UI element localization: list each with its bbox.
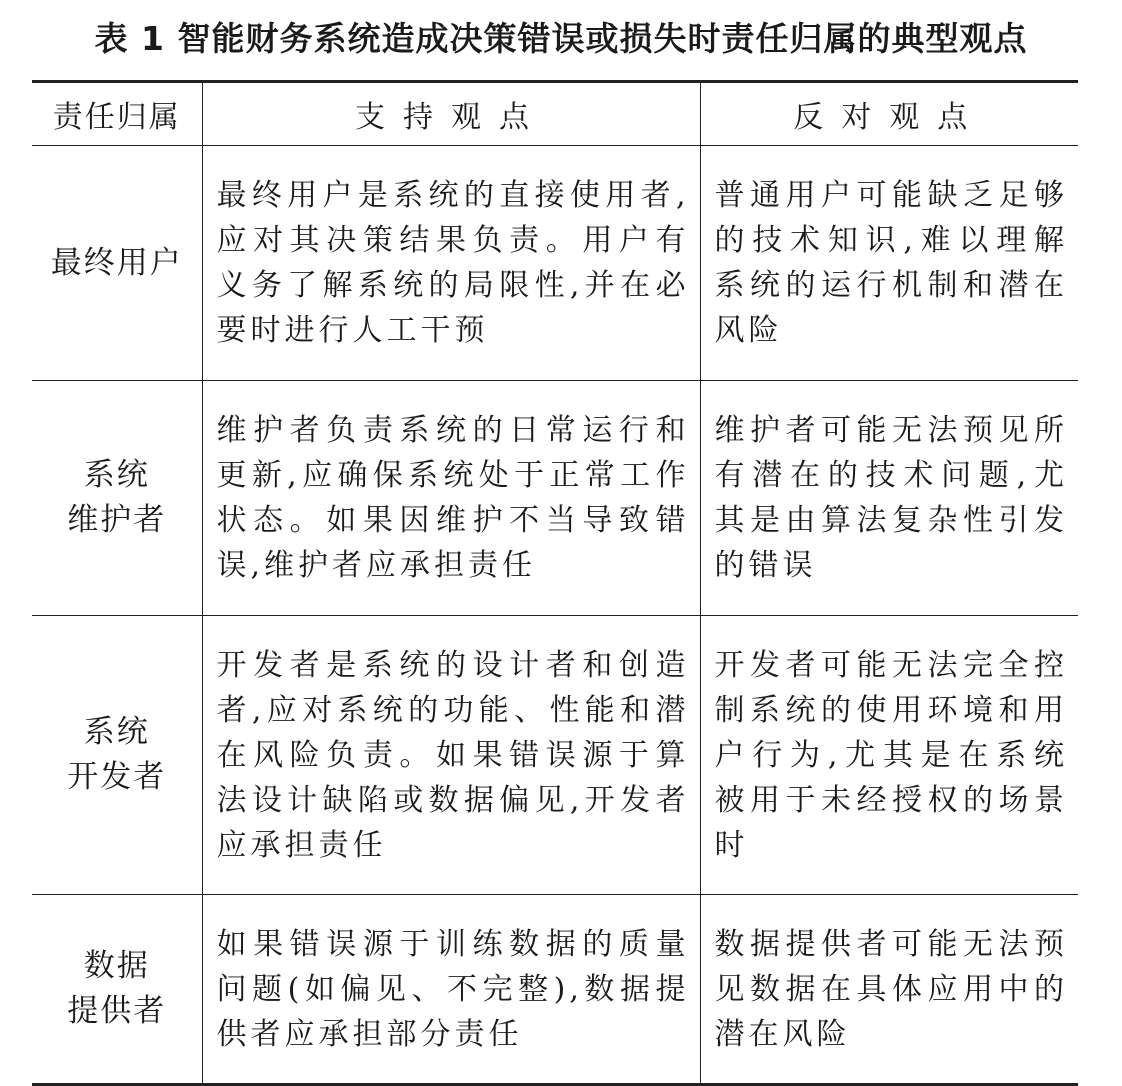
header-support: 支持观点 — [202, 82, 700, 146]
table-row — [32, 381, 1078, 616]
table-caption: 表 1 智能财务系统造成决策错误或损失时责任归属的典型观点 — [94, 19, 1028, 58]
row-label-line: 提供者 — [67, 993, 167, 1029]
table-row — [32, 146, 1078, 381]
row-label-system-maintainer — [32, 381, 202, 616]
row-label-system-developer — [32, 616, 202, 895]
header-responsibility: 责任归属 — [32, 82, 202, 146]
row-label-end-user — [32, 146, 202, 381]
table-row — [32, 616, 1078, 895]
row-label-line: 系统 — [83, 457, 150, 493]
oppose-cell: 数据提供者可能无法预见数据在具体应用中的潜在风险 — [700, 895, 1078, 1085]
row-label-line: 系统 — [83, 714, 150, 750]
oppose-cell: 普通用户可能缺乏足够的技术知识,难以理解系统的运行机制和潜在风险 — [700, 146, 1078, 381]
row-label-data-provider — [32, 895, 202, 1085]
responsibility-table — [32, 80, 1078, 1086]
oppose-cell: 开发者可能无法完全控制系统的使用环境和用户行为,尤其是在系统被用于未经授权的场景时 — [700, 616, 1078, 895]
row-label-line: 开发者 — [67, 759, 167, 795]
table-row — [32, 895, 1078, 1085]
row-label-line: 数据 — [83, 948, 150, 984]
row-label-line: 最终用户 — [50, 244, 183, 281]
table-header-row — [32, 82, 1078, 146]
support-cell: 维护者负责系统的日常运行和更新,应确保系统处于正常工作状态。如果因维护不当导致错误,维护者应承担责任 — [202, 381, 700, 616]
support-cell: 最终用户是系统的直接使用者,应对其决策结果负责。用户有义务了解系统的局限性,并在必要时进行人工干预 — [202, 146, 700, 381]
support-cell: 开发者是系统的设计者和创造者,应对系统的功能、性能和潜在风险负责。如果错误源于算法设计缺陷或数据偏见,开发者应承担责任 — [202, 616, 700, 895]
oppose-cell: 维护者可能无法预见所有潜在的技术问题,尤其是由算法复杂性引发的错误 — [700, 381, 1078, 616]
header-oppose: 反对观点 — [700, 82, 1078, 146]
row-label-line: 维护者 — [67, 502, 167, 538]
support-cell: 如果错误源于训练数据的质量问题(如偏见、不完整),数据提供者应承担部分责任 — [202, 895, 700, 1085]
